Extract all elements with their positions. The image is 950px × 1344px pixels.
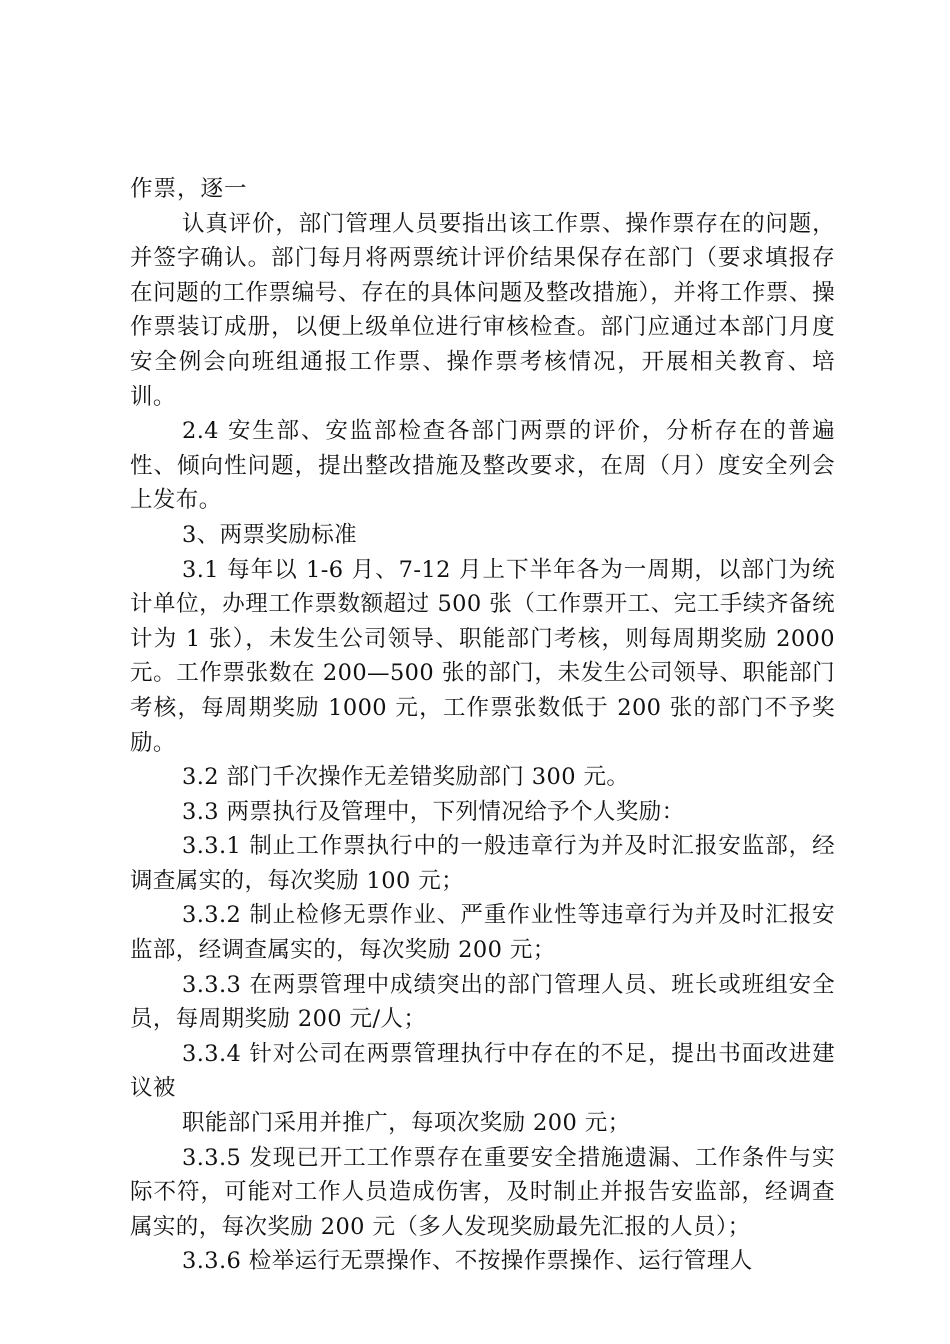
paragraph-13: 3.3.6 检举运行无票操作、不按操作票操作、运行管理人 [182, 1248, 753, 1275]
paragraph-1: 认真评价，部门管理人员要指出该工作票、操作票存在的问题，并签字确认。部门每月将两票统计评价结果保存在部门（要求填报存在问题的工作票编号、存在的具体问题及整改措施），并将工作票、操作票装订成册，以便上级单位进行审核检查。部门应通过本部门月度安全例会向班组通报工作票、操作票考核情况，开展相关教育、培训。 [130, 210, 835, 410]
paragraph-12: 3.3.5 发现已开工工作票存在重要安全措施遗漏、工作条件与实际不符，可能对工作人员造成伤害，及时制止并报告安监部，经调查属实的，每次奖励 200 元（多人发现奖励最先汇报的人员）； [130, 1144, 835, 1240]
paragraph-7: 3.3.1 制止工作票执行中的一般违章行为并及时汇报安监部，经调查属实的，每次奖励 100 元； [130, 833, 835, 894]
paragraph-6: 3.3 两票执行及管理中，下列情况给予个人奖励： [182, 798, 685, 825]
paragraph-9: 3.3.3 在两票管理中成绩突出的部门管理人员、班长或班组安全员，每周期奖励 200 元/人； [130, 971, 835, 1033]
paragraph-4: 3.1 每年以 1-6 月、7-12 月上下半年各为一周期，以部门为统计单位，办理工作票数额超过 500 张（工作票开工、完工手续齐备统计为 1 张），未发生公司领导、职能部门考核，则每周期奖励 2000 元。工作票张数在 200—500 张的部门，未发生公司领导、职能部门考核，每周期奖励 1000 元，工作票张数低于 200 张的部门不予奖励。 [130, 556, 835, 756]
paragraph-5: 3.2 部门千次操作无差错奖励部门 300 元。 [182, 764, 630, 791]
paragraph-3: 3、两票奖励标准 [182, 521, 358, 548]
paragraph-11: 职能部门采用并推广，每项次奖励 200 元； [182, 1110, 631, 1137]
paragraph-8: 3.3.2 制止检修无票作业、严重作业性等违章行为并及时汇报安监部，经调查属实的，每次奖励 200 元； [130, 902, 835, 964]
paragraph-10: 3.3.4 针对公司在两票管理执行中存在的不足，提出书面改进建议被 [130, 1040, 835, 1102]
document-body [130, 172, 835, 1279]
paragraph-0: 作票，逐一 [130, 176, 248, 202]
paragraph-2: 2.4 安生部、安监部检查各部门两票的评价，分析存在的普遍性、倾向性问题，提出整改措施及整改要求，在周（月）度安全列会上发布。 [130, 418, 835, 514]
